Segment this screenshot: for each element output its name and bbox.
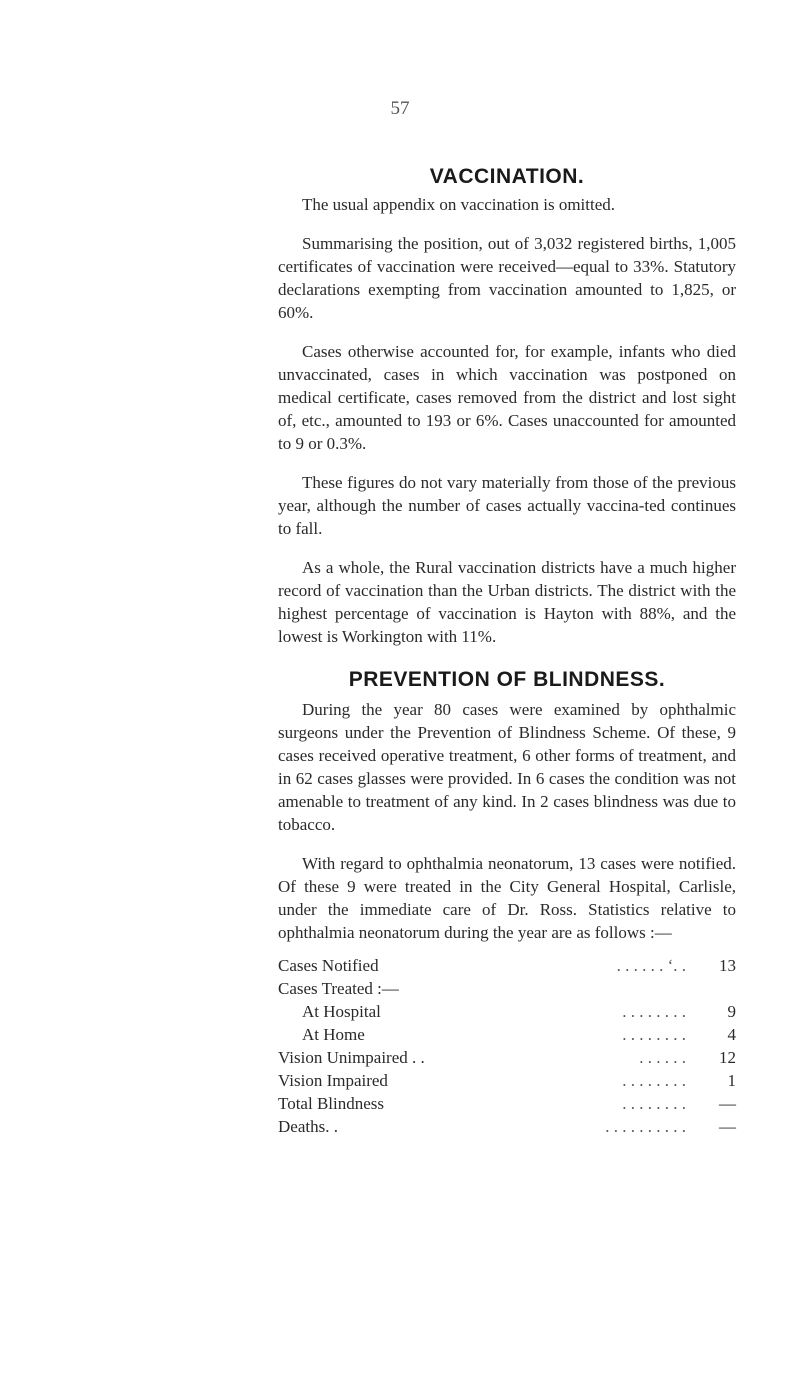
- leader-dots: . . . . . . . .: [622, 1094, 686, 1113]
- vaccination-paragraph: These figures do not vary materially from those of the previous year, although the number of cases actually vaccina-ted continues to fall.: [278, 473, 736, 538]
- stat-row-at-home: [278, 1023, 736, 1046]
- stat-value: 9: [727, 1002, 736, 1021]
- leader-dots: . . . . . . . .: [622, 1025, 686, 1044]
- blindness-paragraph: During the year 80 cases were examined by ophthalmic surgeons under the Prevention of Blindness Scheme. Of these, 9 cases received operative treatment, 6 other forms of treatment, and in 62 cases glasses were provided. In 6 cases the condition was not amenable to treatment of any kind. In 2 cases blindness was due to tobacco.: [278, 700, 736, 834]
- vaccination-heading: VACCINATION.: [429, 165, 585, 188]
- stat-label: Vision Impaired: [278, 1071, 388, 1090]
- stat-row-vision-unimpaired: [278, 1046, 736, 1069]
- leader-dots: . . . . . . . . . .: [605, 1117, 686, 1136]
- stat-label: Total Blindness: [278, 1094, 385, 1113]
- page-number: 57: [390, 98, 410, 119]
- vaccination-paragraph: The usual appendix on vaccination is omitted.: [302, 195, 616, 214]
- vaccination-paragraph: Summarising the position, out of 3,032 registered births, 1,005 certificates of vaccination were received—equal to 33%. Statutory declarations exempting from vaccination amounted to 1,825, or 60%.: [278, 234, 736, 322]
- stat-label: Deaths. .: [278, 1117, 338, 1136]
- stat-value: 13: [719, 956, 736, 975]
- ophthalmia-statistics-table: [278, 954, 736, 1138]
- vaccination-paragraph: As a whole, the Rural vaccination districts have a much higher record of vaccination than the Urban districts. The district with the highest percentage of vaccination is Hayton with 88%, and the lowest is Workington with 11%.: [278, 558, 736, 646]
- leader-dots: . . . . . . . .: [622, 1002, 686, 1021]
- stat-label: At Hospital: [302, 1002, 381, 1021]
- stat-value: —: [719, 1117, 736, 1136]
- stat-row-total-blindness: [278, 1092, 736, 1115]
- stat-value: 4: [727, 1025, 736, 1044]
- stat-row-deaths: [278, 1115, 736, 1138]
- blindness-paragraph: With regard to ophthalmia neonatorum, 13 cases were notified. Of these 9 were treated in the City General Hospital, Carlisle, under the immediate care of Dr. Ross. Statistics relative to ophthalmia neonatorum during the year are as follows :—: [278, 854, 736, 942]
- leader-dots: . . . . . . ‘. .: [616, 956, 686, 975]
- stat-label: Cases Notified: [278, 956, 379, 975]
- leader-dots: . . . . . . . .: [622, 1071, 686, 1090]
- stat-value: —: [719, 1094, 736, 1113]
- stat-row-cases-notified: [278, 954, 736, 977]
- stat-row-at-hospital: [278, 1000, 736, 1023]
- vaccination-paragraph: Cases otherwise accounted for, for example, infants who died unvaccinated, cases in which vaccination was postponed on medical certificate, cases removed from the district and lost sight of, etc., amounted to 193 or 6%. Cases unaccounted for amounted to 9 or 0.3%.: [278, 342, 736, 453]
- stat-label: Vision Unimpaired . .: [278, 1048, 425, 1067]
- stat-label: At Home: [302, 1025, 365, 1044]
- stat-row-cases-treated: [278, 977, 736, 1000]
- stat-value: 1: [727, 1071, 736, 1090]
- page-body: [278, 165, 736, 1138]
- stat-value: 12: [719, 1048, 736, 1067]
- stat-label: Cases Treated :—: [278, 979, 399, 998]
- leader-dots: . . . . . .: [639, 1048, 686, 1067]
- stat-row-vision-impaired: [278, 1069, 736, 1092]
- blindness-heading: PREVENTION OF BLINDNESS.: [348, 668, 666, 691]
